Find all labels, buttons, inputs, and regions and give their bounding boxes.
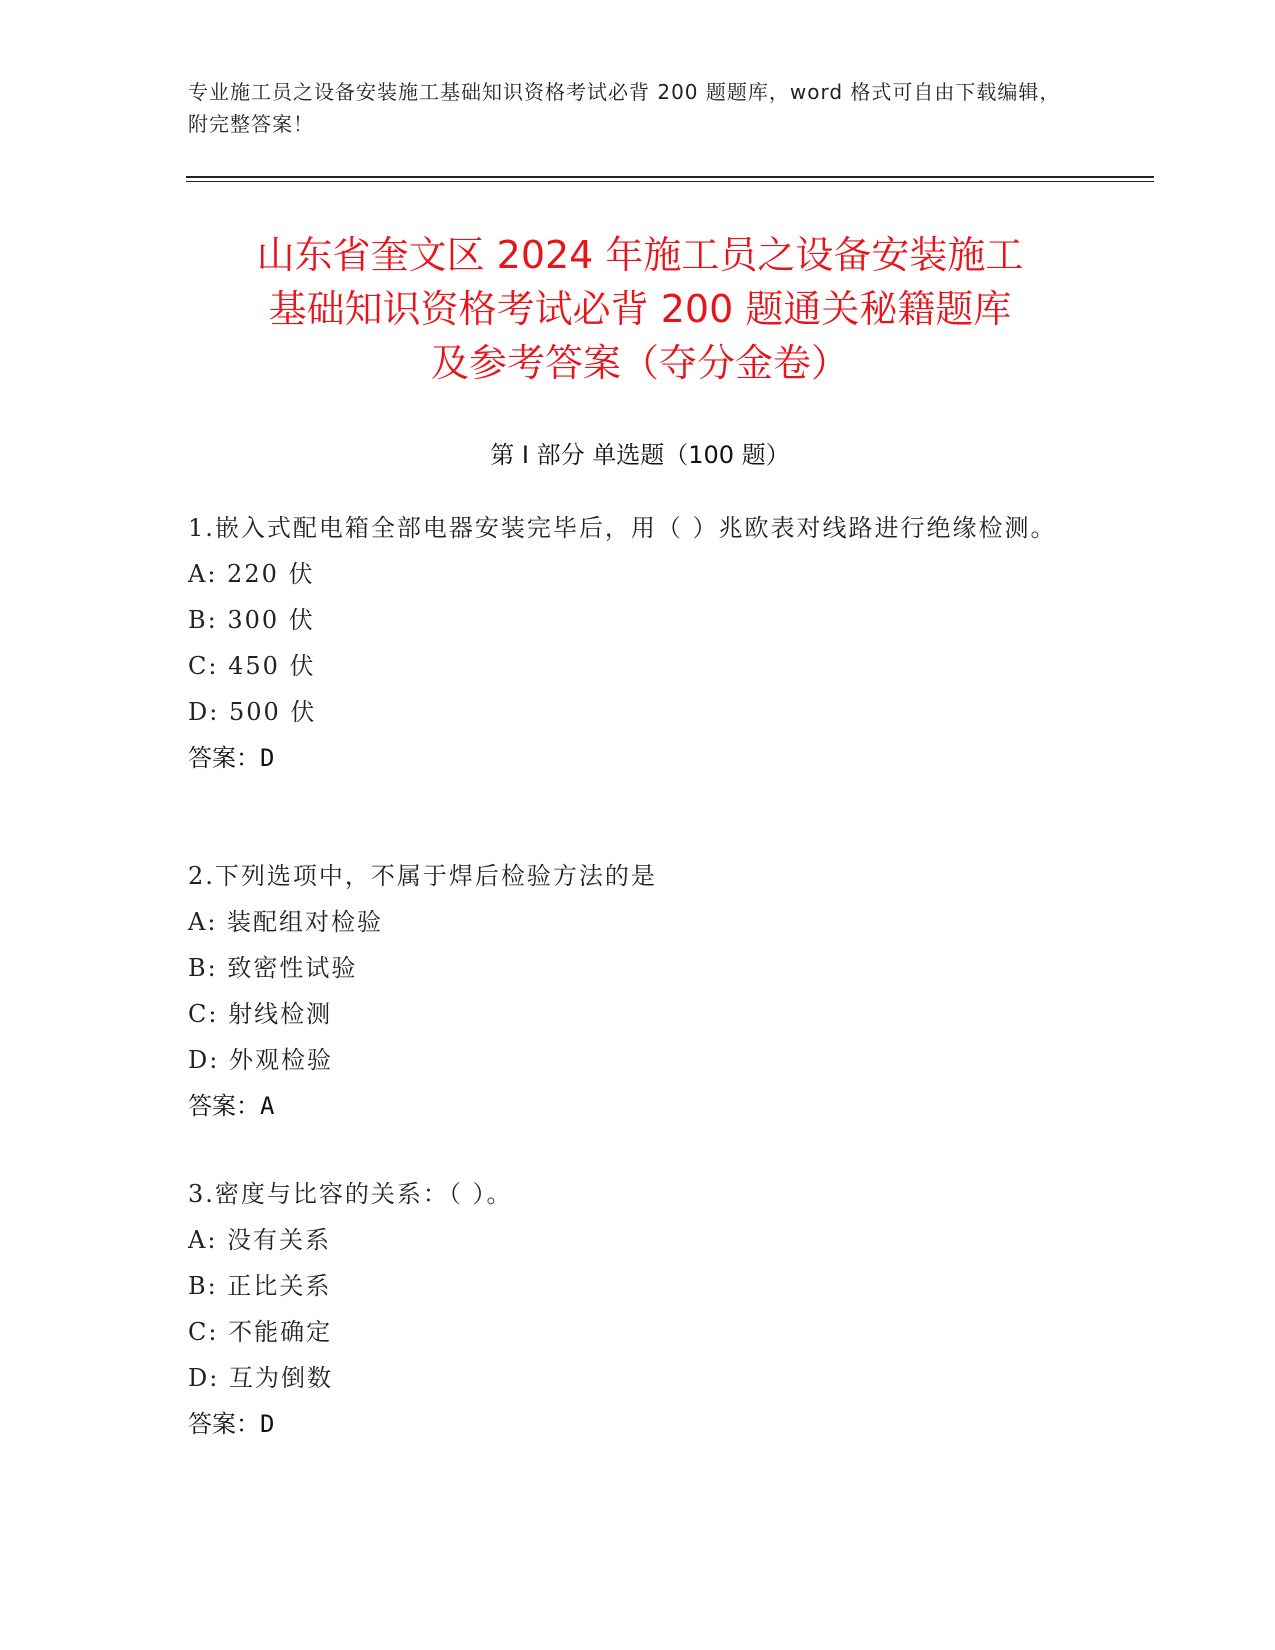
option-a: A: 装配组对检验 <box>188 908 384 936</box>
option-c: C: 不能确定 <box>188 1318 333 1346</box>
title-line: 山东省奎文区 2024 年施工员之设备安装施工 <box>256 233 1024 277</box>
option-a: A: 没有关系 <box>188 1226 332 1254</box>
answer-line <box>188 1083 1088 1129</box>
answer-label: 答案： <box>188 1092 260 1120</box>
answer-line <box>188 1401 1088 1447</box>
header-divider-thick <box>186 176 1154 178</box>
option-d: D: 外观检验 <box>188 1046 333 1074</box>
answer-value: D <box>260 1410 275 1438</box>
option-a: A: 220 伏 <box>188 560 315 588</box>
document-title <box>160 228 1120 390</box>
question-1 <box>188 505 1088 781</box>
option-c: C: 450 伏 <box>188 652 316 680</box>
answer-value: D <box>260 744 275 772</box>
answer-value: A <box>260 1092 275 1120</box>
option-d: D: 500 伏 <box>188 698 317 726</box>
option-b: B: 正比关系 <box>188 1272 332 1300</box>
option-c: C: 射线检测 <box>188 1000 333 1028</box>
header-note: 专业施工员之设备安装施工基础知识资格考试必背 200 题题库，word 格式可自由下载编辑，附完整答案！ <box>188 80 1061 136</box>
header-divider-thin <box>186 181 1154 182</box>
answer-line <box>188 735 1088 781</box>
answer-label: 答案： <box>188 1410 260 1438</box>
title-line: 及参考答案（夺分金卷） <box>430 341 849 385</box>
question-2 <box>188 853 1088 1129</box>
option-d: D: 互为倒数 <box>188 1364 333 1392</box>
question-stem: 3.密度与比容的关系：（ ）。 <box>188 1180 513 1208</box>
question-3 <box>188 1171 1088 1447</box>
answer-label: 答案： <box>188 744 260 772</box>
option-b: B: 300 伏 <box>188 606 315 634</box>
option-b: B: 致密性试验 <box>188 954 358 982</box>
title-line: 基础知识资格考试必背 200 题通关秘籍题库 <box>268 287 1012 331</box>
question-stem: 2.下列选项中，不属于焊后检验方法的是 <box>188 862 657 890</box>
section-heading: 第 I 部分 单选题（100 题） <box>490 441 790 469</box>
question-stem: 1.嵌入式配电箱全部电器安装完毕后，用（ ）兆欧表对线路进行绝缘检测。 <box>188 514 1057 542</box>
